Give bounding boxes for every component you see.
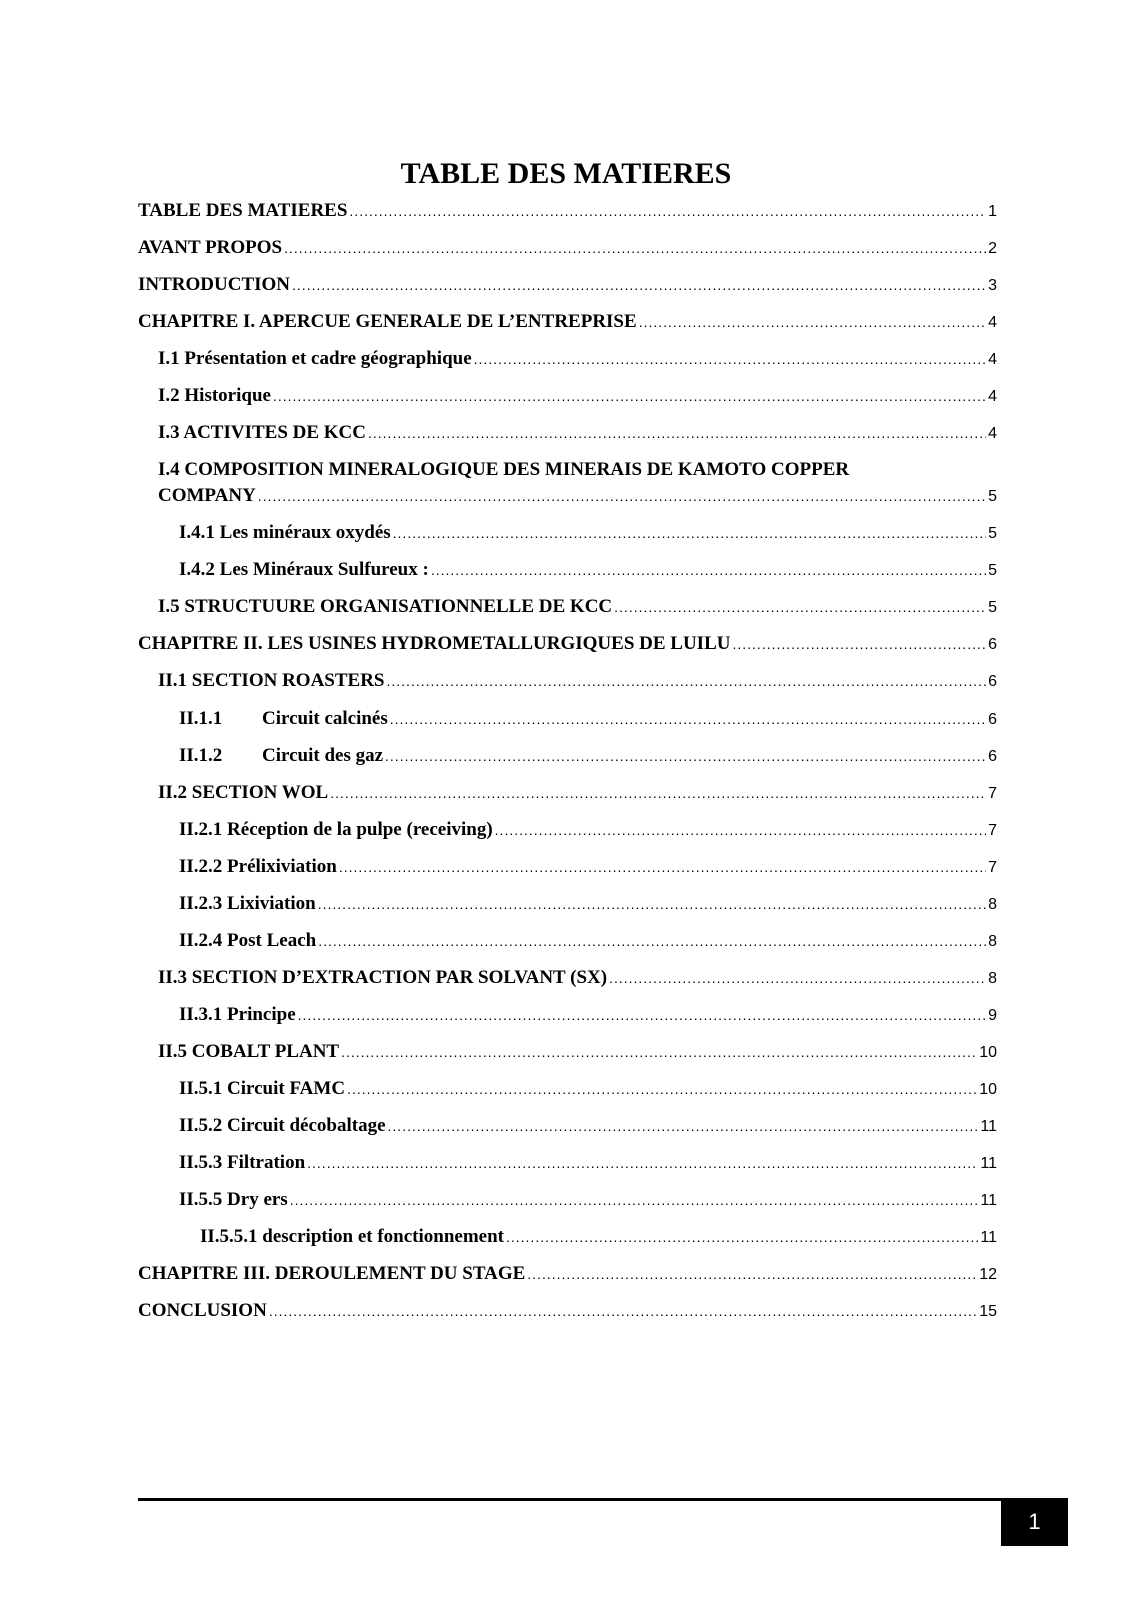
toc-entry-label: CHAPITRE II. LES USINES HYDROMETALLURGIQUES DE LUILU: [138, 633, 731, 654]
toc-entry-label: II.3 SECTION D’EXTRACTION PAR SOLVANT (SX): [158, 967, 608, 988]
toc-entry-label: II.5.5.1 description et fonctionnement: [200, 1226, 504, 1247]
toc-entry[interactable]: [138, 1298, 997, 1324]
toc-dot-leader: [474, 346, 986, 372]
toc-entry-label: TABLE DES MATIERES: [138, 200, 348, 221]
toc-dot-leader: [390, 706, 986, 732]
toc-entry-number: II.1.1: [179, 708, 223, 729]
toc-entry-label: I.1 Présentation et cadre géographique: [158, 348, 472, 369]
toc-dot-leader: [318, 928, 986, 954]
toc-entry-label: I.4.2 Les Minéraux Sulfureux :: [179, 559, 429, 580]
toc-entry-number: II.1.2: [179, 745, 223, 766]
toc-entry-page: 7: [988, 822, 997, 839]
toc-entry[interactable]: [179, 891, 997, 917]
toc-entry-page: 5: [988, 525, 997, 542]
toc-entry[interactable]: [138, 235, 997, 261]
toc-entry[interactable]: [158, 668, 997, 694]
toc-entry-page: 11: [980, 1118, 997, 1135]
toc-entry-label: II.2.3 Lixiviation: [179, 893, 316, 914]
toc-entry-label: II.2.2 Prélixiviation: [179, 856, 337, 877]
toc-entry-label: II.5.3 Filtration: [179, 1152, 306, 1173]
toc-entry-label: II.2.1 Réception de la pulpe (receiving): [179, 819, 493, 840]
toc-dot-leader: [614, 594, 986, 620]
toc-entry[interactable]: [179, 557, 997, 583]
toc-dot-leader: [298, 1002, 986, 1028]
toc-entry[interactable]: [179, 520, 997, 546]
toc-entry-page: 10: [979, 1081, 997, 1098]
toc-entry[interactable]: [138, 631, 997, 657]
toc-entry-label: CONCLUSION: [138, 1300, 267, 1321]
toc-dot-leader: [341, 1039, 977, 1065]
toc-entry[interactable]: [158, 594, 997, 620]
toc-entry-page: 8: [988, 970, 997, 987]
toc-entry-page: 2: [988, 240, 997, 257]
toc-dot-leader: [284, 235, 986, 261]
toc-entry-page: 4: [988, 314, 997, 331]
toc-entry[interactable]: [179, 743, 997, 769]
toc-dot-leader: [495, 817, 986, 843]
toc-entry-page: 6: [988, 636, 997, 653]
toc-entry[interactable]: [179, 1187, 997, 1213]
toc-entry[interactable]: [179, 1150, 997, 1176]
toc-entry-page: 6: [988, 673, 997, 690]
toc-entry[interactable]: [138, 1261, 997, 1287]
toc-entry-page: 7: [988, 859, 997, 876]
toc-entry-label: II.5.2 Circuit décobaltage: [179, 1115, 386, 1136]
toc-entry[interactable]: [158, 780, 997, 806]
toc-entry-page: 8: [988, 933, 997, 950]
toc-dot-leader: [431, 557, 986, 583]
toc-dot-leader: [506, 1224, 978, 1250]
toc-entry-page: 3: [988, 277, 997, 294]
toc-dot-leader: [330, 780, 986, 806]
toc-entry-label: I.2 Historique: [158, 385, 271, 406]
toc-entry-text: Circuit des gaz: [262, 745, 384, 766]
toc-entry[interactable]: [179, 1113, 997, 1139]
toc-entry-label: CHAPITRE III. DEROULEMENT DU STAGE: [138, 1263, 526, 1284]
toc-entry-label: I.5 STRUCTUURE ORGANISATIONNELLE DE KCC: [158, 596, 613, 617]
toc-dot-leader: [609, 965, 986, 991]
toc-entry-text: Circuit calcinés: [262, 708, 388, 729]
toc-entry-page: 6: [988, 711, 997, 728]
toc-dot-leader: [368, 420, 986, 446]
toc-entry-page: 5: [988, 599, 997, 616]
toc-entry[interactable]: [138, 198, 997, 224]
toc-entry-page: 11: [980, 1155, 997, 1172]
toc-entry-label: II.3.1 Principe: [179, 1004, 296, 1025]
toc-entry-page: 7: [988, 785, 997, 802]
toc-dot-leader: [347, 1076, 977, 1102]
toc-dot-leader: [349, 198, 986, 224]
toc-entry[interactable]: [158, 346, 997, 372]
toc-entry-label: II.1 SECTION ROASTERS: [158, 670, 385, 691]
toc-entry[interactable]: [179, 928, 997, 954]
toc-dot-leader: [318, 891, 986, 917]
toc-dot-leader: [639, 309, 986, 335]
toc-entry[interactable]: [200, 1224, 997, 1250]
toc-entry[interactable]: [158, 965, 997, 991]
toc-entry-label: [179, 706, 388, 732]
toc-entry[interactable]: [158, 420, 997, 446]
toc-entry[interactable]: [179, 854, 997, 880]
toc-entry[interactable]: [138, 309, 997, 335]
toc-entry-label: COMPANY: [158, 485, 256, 506]
toc-entry[interactable]: [158, 457, 997, 509]
toc-entry-page: 11: [980, 1229, 997, 1246]
toc-dot-leader: [290, 1187, 979, 1213]
toc-entry-page: 5: [988, 488, 997, 505]
toc-dot-leader: [258, 483, 986, 509]
page-number: 1: [1028, 1509, 1041, 1534]
toc-entry[interactable]: [179, 706, 997, 732]
toc-dot-leader: [273, 383, 986, 409]
toc-entry-page: 6: [988, 748, 997, 765]
toc-entry-label: II.2.4 Post Leach: [179, 930, 317, 951]
toc-entry[interactable]: [179, 817, 997, 843]
toc-entry-page: 1: [988, 203, 997, 220]
toc-dot-leader: [292, 272, 986, 298]
toc-entry-label: INTRODUCTION: [138, 274, 291, 295]
toc-entry-page: 8: [988, 896, 997, 913]
toc-entry-label: CHAPITRE I. APERCUE GENERALE DE L’ENTREPRISE: [138, 311, 637, 332]
page-number-box: [1001, 1498, 1068, 1546]
footer-rule: [138, 1498, 1002, 1501]
toc-entry-label-line1: I.4 COMPOSITION MINERALOGIQUE DES MINERAIS DE KAMOTO COPPER: [158, 459, 850, 480]
toc-entry-label: I.3 ACTIVITES DE KCC: [158, 422, 366, 443]
toc-entry-page: 4: [988, 388, 997, 405]
toc-dot-leader: [732, 631, 986, 657]
toc-entry-label: [179, 743, 383, 769]
toc-dot-leader: [393, 520, 986, 546]
toc-dot-leader: [385, 743, 986, 769]
toc-dot-leader: [527, 1261, 977, 1287]
toc-entry-label: II.5.1 Circuit FAMC: [179, 1078, 346, 1099]
toc-dot-leader: [307, 1150, 978, 1176]
toc-entry[interactable]: [138, 272, 997, 298]
toc-entry-label: I.4.1 Les minéraux oxydés: [179, 522, 391, 543]
toc-entry-label: AVANT PROPOS: [138, 237, 283, 258]
toc-entry-page: 11: [980, 1192, 997, 1209]
toc-entry-page: 4: [988, 351, 997, 368]
toc-dot-leader: [269, 1298, 977, 1324]
toc-entry-page: 15: [979, 1303, 997, 1320]
toc-entry-page: 5: [988, 562, 997, 579]
toc-dot-leader: [339, 854, 986, 880]
toc-entry-page: 12: [979, 1266, 997, 1283]
toc-dot-leader: [388, 1113, 979, 1139]
toc-entry-label: II.5 COBALT PLANT: [158, 1041, 340, 1062]
toc-dot-leader: [387, 668, 987, 694]
toc-entry[interactable]: [158, 1039, 997, 1065]
toc-entry-page: 9: [988, 1007, 997, 1024]
toc-entry[interactable]: [179, 1002, 997, 1028]
toc-entry-label: II.2 SECTION WOL: [158, 782, 329, 803]
toc-entry[interactable]: [179, 1076, 997, 1102]
toc-entry[interactable]: [158, 383, 997, 409]
toc-entry-page: 10: [979, 1044, 997, 1061]
toc-entry-page: 4: [988, 425, 997, 442]
toc-entry-label: II.5.5 Dry ers: [179, 1189, 288, 1210]
page-title: TABLE DES MATIERES: [400, 157, 732, 190]
